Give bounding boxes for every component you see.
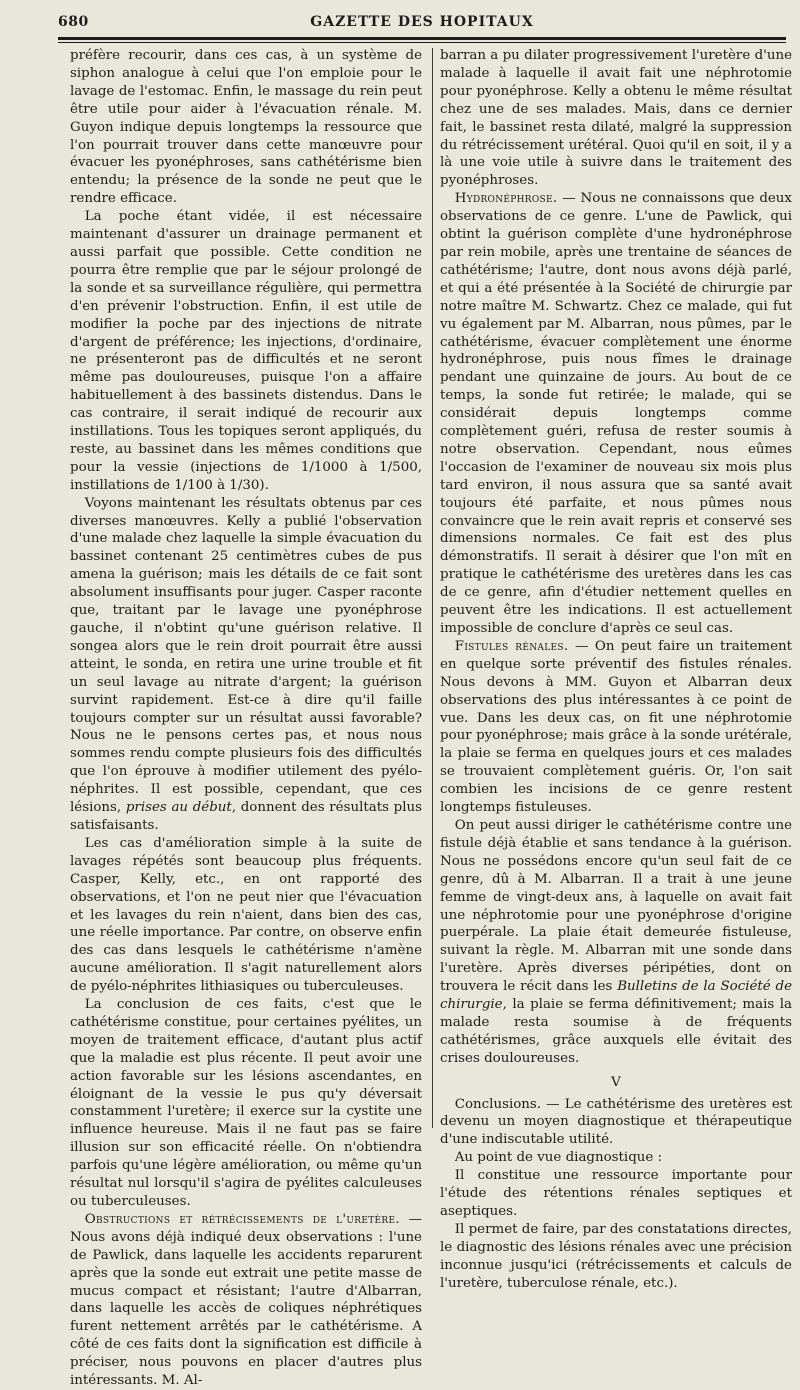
left-column — [70, 47, 422, 1390]
paragraph: Il permet de faire, par des constatations directes, le diagnostic des lésions rénales avec une précision inconnue jusqu'ici (rétrécissements et calculs de l'uretère, tuberculose rénale, etc.). — [440, 1221, 792, 1291]
paragraph: Au point de vue diagnostique : — [454, 1150, 663, 1166]
paragraph-text: — On peut faire un traitement en quelque sorte préventif des fistules rénales. Nous devons à MM. Guyon et Albarran deux observations des plus intéressantes à ce point de vue. Dans les deux cas, on fit une néphrotomie pour pyonéphrose; mais grâce à la sonde urétérale, la plaie se ferma en quelques jours et ces malades se trouvaient complètement guéris. Or, l'on sait combien les incisions de ce genre restent longtemps fistuleuses. — [440, 638, 792, 816]
paragraph — [70, 1211, 422, 1390]
subsection-heading: Fistules rénales. — [454, 638, 569, 654]
paragraph-text: , donnent des résultats plus satisfaisants. — [70, 800, 422, 833]
paragraph: La conclusion de ces faits, c'est que le cathétérisme constitue, pour certaines pyélites, un moyen de traitement efficace, d'autant plus actif que la maladie est plus récente. Il peut avoir une action favorable sur les lésions ascendantes, en éloignant de la vessie le pus qu'y déversait constamment l'uretère; il exerce sur la cystite une influence heureuse. Mais il ne faut pas se faire illusion sur son efficacité réelle. On n'obtiendra parfois qu'une légère amélioration, ou même qu'un résultat nul lorsqu'il s'agira de pyélites calculeuses ou tuberculeuses. — [70, 997, 422, 1209]
header-rule-thin — [58, 42, 786, 43]
paragraph — [440, 817, 792, 1068]
page-number: 680 — [58, 14, 89, 30]
paragraph-text: , la plaie se ferma définitivement; mais la malade resta soumise à de fréquents cathétérismes, grâce auxquels elle évitait des crises douloureuses. — [440, 997, 792, 1066]
journal-title: GAZETTE DES HOPITAUX — [310, 14, 534, 30]
column-divider — [432, 48, 433, 1128]
right-column — [440, 47, 792, 1293]
paragraph: préfère recourir, dans ces cas, à un système de siphon analogue à celui que l'on emploie pour le lavage de l'estomac. Enfin, le massage du rein peut être utile pour aider à l'évacuation rénale. M. Guyon indique depuis longtemps la ressource que l'on pourrait trouver dans cette manœuvre pour évacuer les pyonéphroses, sans cathétérisme bien entendu; la présence de la sonde ne peut que le rendre efficace. — [70, 48, 422, 207]
paragraph: Conclusions. — Le cathétérisme des uretères est devenu un moyen diagnostique et thérapeutique d'une indiscutable utilité. — [440, 1096, 792, 1148]
paragraph — [70, 495, 422, 835]
paragraph — [440, 638, 792, 817]
paragraph — [440, 190, 792, 638]
paragraph-text: — Nous avons déjà indiqué deux observations : l'une de Pawlick, dans laquelle les accidents reparurent après que la sonde eut extrait une petite masse de mucus compact et résistant; l'autre d'Albarran, dans laquelle les accès de coliques néphrétiques furent nettement arrêtés par le cathétérisme. A côté de ces faits dont la signification est difficile à préciser, nous pouvons en placer d'autres plus intéressants. M. Al- — [70, 1211, 422, 1389]
paragraph-text: — Nous ne connaissons que deux observations de ce genre. L'une de Pawlick, qui obtint la guérison complète d'une hydronéphrose par rein mobile, après une trentaine de séances de cathétérisme; l'autre, dont nous avons déjà parlé, et qui a été présentée à la Société de chirurgie par notre maître M. Schwartz. Chez ce malade, qui fut vu également par M. Albarran, nous pûmes, par le cathétérisme, évacuer complètement une énorme hydronéphrose, puis nous fîmes le drainage pendant une quinzaine de jours. Au bout de ce temps, la sonde fut retirée; le malade, qui se considérait depuis longtemps comme complètement guéri, refusa de rester soumis à notre observation. Cependant, nous eûmes l'occasion de l'examiner de nouveau six mois plus tard environ, il nous assura que sa santé avait toujours été parfaite, et nous pûmes nous convaincre que le rein avait repris et conservé ses dimensions normales. Ce fait est des plus démonstratifs. Il serait à désirer que l'on mît en pratique le cathétérisme des uretères dans les cas de ce genre, afin d'étudier nettement quelles en peuvent être les indications. Il est actuellement impossible de conclure d'après ce seul cas. — [440, 191, 792, 636]
subsection-heading: Obstructions et rétrécissements de l'uretère. — [84, 1211, 400, 1227]
subsection-heading: Hydronéphrose. — [454, 191, 558, 207]
paragraph-text: On peut aussi diriger le cathétérisme contre une fistule déjà établie et sans tendance à la guérison. Nous ne possédons encore qu'un seul fait de ce genre, dû à M. Albarran. Il a trait à une jeune femme de vingt-deux ans, à laquelle on avait fait une néphrotomie pour une pyonéphrose d'origine puerpérale. La plaie était demeurée fistuleuse, suivant la règle. M. Albarran mit une sonde dans l'uretère. Après diverses péripéties, dont on trouvera le récit dans les — [440, 817, 792, 995]
page-header — [58, 14, 786, 38]
paragraph: barran a pu dilater progressivement l'uretère d'une malade à laquelle il avait fait une néphrotomie pour pyonéphrose. Kelly a obtenu le même résultat chez une de ses malades. Mais, dans ce dernier fait, le bassinet resta dilaté, malgré la suppression du rétrécissement urétéral. Quoi qu'il en soit, il y a là une voie utile à suivre dans le traitement des pyonéphroses. — [440, 48, 792, 189]
paragraph: La poche étant vidée, il est nécessaire maintenant d'assurer un drainage permanent et aussi parfait que possible. Cette condition ne pourra être remplie que par le séjour prolongé de la sonde et sa surveillance régulière, qui permettra d'en prévenir l'obstruction. Enfin, il est utile de modifier la poche par des injections de nitrate d'argent de préférence; les injections, d'ordinaire, ne présenteront pas de difficultés et ne seront même pas douloureuses, puisque l'on a affaire habituellement à des bassinets distendus. Dans le cas contraire, il serait indiqué de recourir aux instillations. Tous les topiques seront appliqués, du reste, au bassinet dans les mêmes conditions que pour la vessie (injections de 1/1000 à 1/500, instillations de 1/100 à 1/30). — [70, 209, 422, 493]
paragraph: Il constitue une ressource importante pour l'étude des rétentions rénales septiques et aseptiques. — [440, 1168, 792, 1219]
header-rule-thick — [58, 37, 786, 40]
paragraph-text: Voyons maintenant les résultats obtenus par ces diverses manœuvres. Kelly a publié l'observation d'une malade chez laquelle la simple évacuation du bassinet contenant 25 centimètres cubes de pus amena la guérison; mais les détails de ce fait sont absolument insuffisants pour juger. Casper raconte que, traitant par le lavage une pyonéphrose gauche, il n'obtint qu'une guérison relative. Il songea alors que le rein droit pourrait être aussi atteint, le sonda, en retira une urine trouble et fit un seul lavage au nitrate d'argent; la guérison survint rapidement. Est-ce à dire qu'il faille toujours compter sur un résultat aussi favorable? Nous ne le pensons certes pas, et nous nous sommes rendu compte plusieurs fois des difficultés que l'on éprouve à modifier utilement des pyélo-néphrites. Il est possible, cependant, que ces lésions, — [70, 495, 422, 816]
emphasis-text: prises au début — [125, 800, 232, 816]
section-number: V — [611, 1074, 621, 1090]
emphasis-text: Bulletins de la Société de chirurgie — [440, 979, 793, 1013]
paragraph: Les cas d'amélioration simple à la suite de lavages répétés sont beaucoup plus fréquents. Casper, Kelly, etc., en ont rapporté des observations, et l'on ne peut nier que l'évacuation et les lavages du rein n'aient, dans bien des cas, une réelle importance. Par contre, on observe enfin des cas dans lesquels le cathétérisme n'amène aucune amélioration. Il s'agit naturellement alors de pyélo-néphrites lithiasiques ou tuberculeuses. — [70, 835, 422, 995]
